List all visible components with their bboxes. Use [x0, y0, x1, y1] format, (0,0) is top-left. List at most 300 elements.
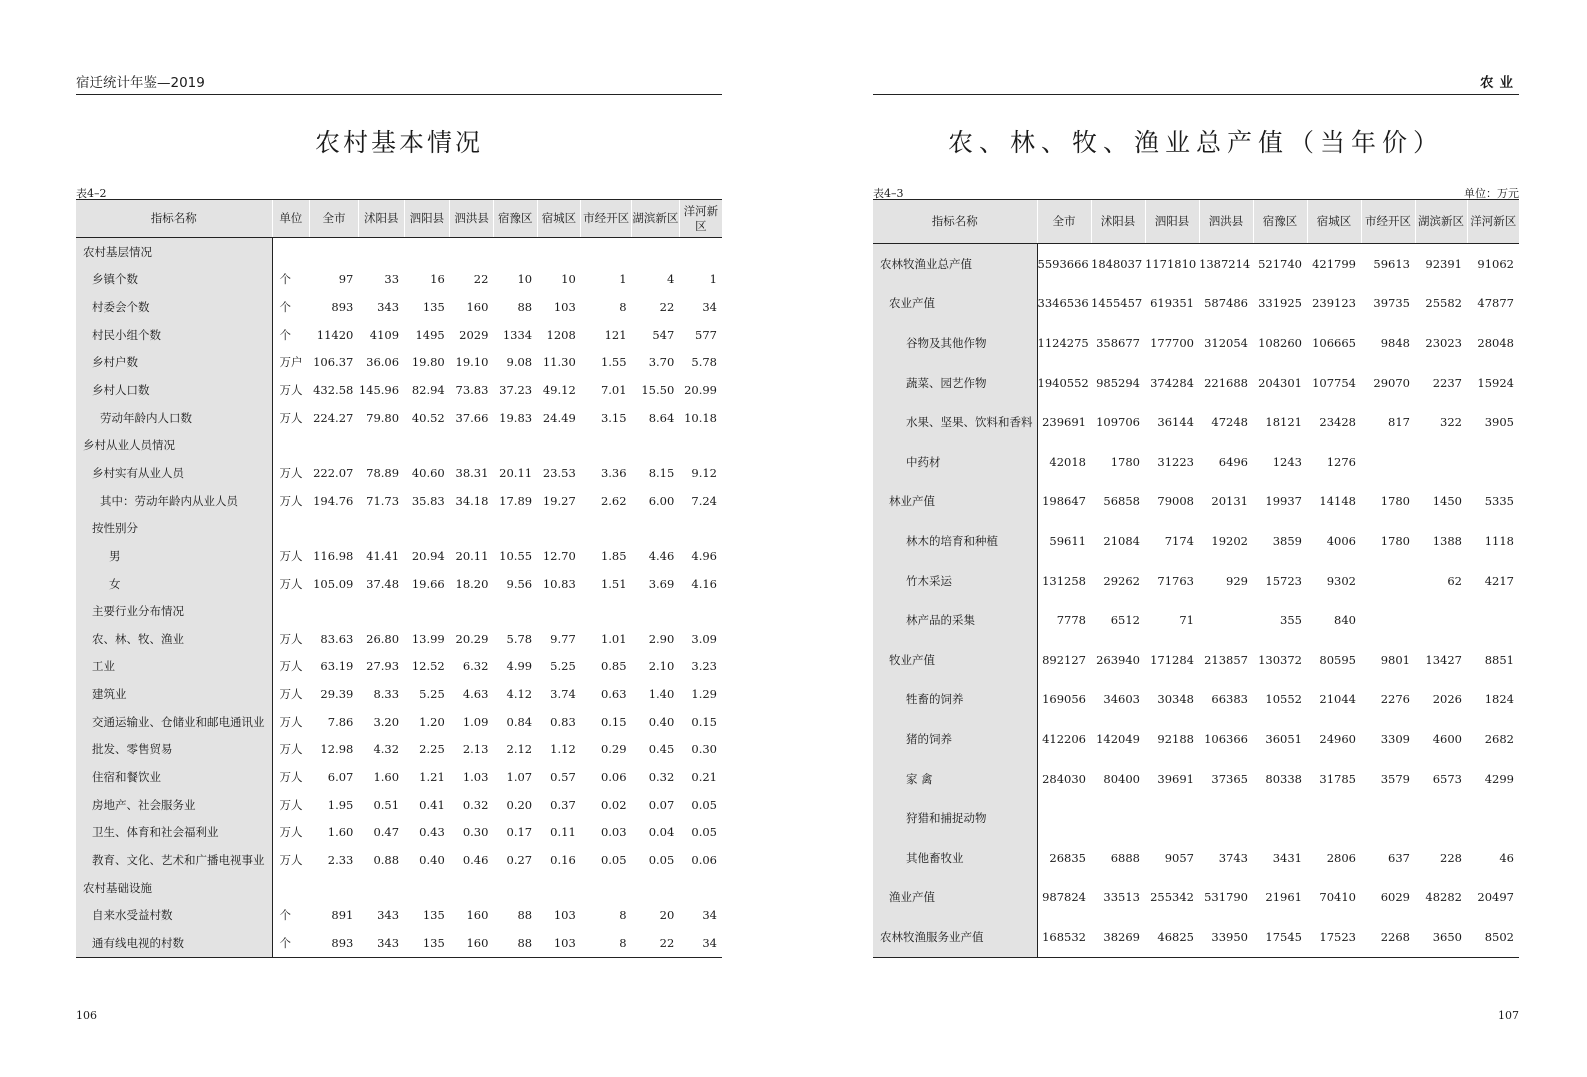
value-cell: 4	[666, 272, 675, 287]
value-cell: 19.83	[499, 410, 533, 425]
table-row	[873, 561, 1519, 601]
value-cell: 28048	[1477, 335, 1514, 350]
value-cell: 37.23	[499, 383, 533, 398]
value-cell: 1.09	[462, 714, 489, 729]
row-label: 家 禽	[873, 759, 1037, 799]
value-cell: 37365	[1211, 771, 1248, 786]
value-cell: 116.98	[313, 548, 354, 563]
value-cell: 71	[1179, 613, 1194, 628]
value-cell: 20.29	[455, 631, 489, 646]
value-cell: 10.83	[542, 576, 576, 591]
value-cell: 9302	[1326, 573, 1356, 588]
value-cell: 0.41	[419, 797, 445, 812]
running-header	[76, 75, 722, 95]
value-cell: 0.05	[691, 825, 717, 840]
value-cell: 41.41	[366, 548, 400, 563]
value-cell: 18121	[1265, 415, 1302, 430]
value-cell: 0.21	[691, 769, 717, 784]
row-label: 蔬菜、园艺作物	[873, 363, 1037, 403]
row-label: 水果、坚果、饮料和香料	[873, 402, 1037, 442]
value-cell	[632, 431, 680, 459]
row-label: 按性别分	[76, 514, 272, 542]
value-cell: 221688	[1204, 375, 1248, 390]
header-text: 农业	[1480, 75, 1519, 91]
unit-cell: 个	[279, 300, 292, 315]
value-cell: 547	[652, 327, 675, 342]
value-cell: 48282	[1425, 890, 1462, 905]
value-cell: 135	[422, 300, 445, 315]
row-label: 牧业产值	[873, 640, 1037, 680]
value-cell: 9801	[1380, 652, 1410, 667]
value-cell: 22	[659, 300, 675, 315]
value-cell: 108260	[1258, 335, 1302, 350]
value-cell: 78.89	[366, 465, 400, 480]
value-cell: 20.94	[411, 548, 445, 563]
value-cell: 9.08	[506, 355, 533, 370]
table-row	[873, 878, 1519, 918]
value-cell: 1.21	[419, 769, 445, 784]
value-cell: 19.66	[411, 576, 445, 591]
row-label: 竹木采运	[873, 561, 1037, 601]
value-cell	[1361, 798, 1415, 838]
value-cell: 3905	[1484, 415, 1514, 430]
unit-cell: 万人	[279, 576, 303, 591]
value-cell: 66383	[1211, 692, 1248, 707]
value-cell: 47248	[1211, 415, 1248, 430]
value-cell: 1388	[1432, 533, 1462, 548]
value-cell: 33	[384, 272, 400, 287]
value-cell: 70410	[1319, 890, 1356, 905]
value-cell: 107754	[1312, 375, 1356, 390]
value-cell: 0.63	[600, 687, 627, 702]
value-cell: 1.51	[600, 576, 627, 591]
value-cell: 331925	[1258, 296, 1302, 311]
value-cell: 106665	[1312, 335, 1356, 350]
value-cell: 0.40	[648, 714, 675, 729]
value-cell: 15723	[1265, 573, 1302, 588]
value-cell: 9848	[1380, 335, 1410, 350]
table-row	[76, 680, 722, 708]
value-cell	[537, 238, 581, 266]
value-cell: 322	[1440, 415, 1462, 430]
table-row	[76, 597, 722, 625]
value-cell: 20131	[1211, 494, 1248, 509]
value-cell: 0.17	[506, 825, 533, 840]
value-cell: 20	[659, 908, 675, 923]
value-cell	[1253, 798, 1307, 838]
row-label: 村委会个数	[76, 293, 272, 321]
value-cell: 2.12	[506, 742, 533, 757]
value-cell: 80595	[1319, 652, 1356, 667]
value-cell: 29.39	[320, 687, 354, 702]
value-cell	[1037, 798, 1091, 838]
column-header: 单位	[272, 200, 310, 238]
value-cell	[493, 431, 537, 459]
value-cell: 62	[1447, 573, 1462, 588]
value-cell: 577	[695, 327, 717, 342]
value-cell	[1415, 798, 1467, 838]
unit-cell: 万人	[279, 714, 303, 729]
unit-cell: 万户	[279, 355, 303, 370]
value-cell: 22	[473, 272, 489, 287]
value-cell: 255342	[1150, 890, 1194, 905]
column-header: 沭阳县	[1091, 200, 1145, 244]
row-label: 谷物及其他作物	[873, 323, 1037, 363]
value-cell: 25582	[1425, 296, 1462, 311]
value-cell: 5.78	[506, 631, 533, 646]
value-cell: 4.99	[506, 659, 533, 674]
value-cell: 1.60	[327, 825, 354, 840]
value-cell: 59613	[1373, 256, 1410, 271]
page-number: 107	[1498, 1009, 1519, 1022]
value-cell: 3.70	[648, 355, 675, 370]
table-row	[76, 929, 722, 957]
value-cell: 1387214	[1199, 256, 1251, 271]
value-cell: 891	[331, 908, 354, 923]
row-label: 批发、零售贸易	[76, 736, 272, 764]
value-cell: 0.11	[550, 825, 576, 840]
value-cell: 0.57	[550, 769, 576, 784]
table-row	[76, 818, 722, 846]
table-row	[76, 293, 722, 321]
value-cell	[537, 874, 581, 902]
value-cell: 21961	[1265, 890, 1302, 905]
value-cell: 63.19	[320, 659, 354, 674]
value-cell	[404, 238, 450, 266]
value-cell: 1.07	[506, 769, 533, 784]
value-cell: 343	[377, 908, 400, 923]
value-cell	[679, 238, 722, 266]
unit-cell: 个	[279, 908, 292, 923]
table-row	[76, 266, 722, 294]
value-cell	[404, 431, 450, 459]
value-cell: 3309	[1380, 731, 1410, 746]
table-header-row	[76, 200, 722, 238]
value-cell: 0.30	[691, 742, 717, 757]
value-cell: 12.52	[411, 659, 445, 674]
value-cell: 10	[517, 272, 533, 287]
value-cell	[1307, 798, 1361, 838]
value-cell: 312054	[1204, 335, 1248, 350]
unit-label: 单位：万元	[1464, 187, 1519, 200]
row-label: 农业产值	[873, 284, 1037, 324]
value-cell: 1780	[1380, 533, 1410, 548]
value-cell: 160	[450, 929, 494, 957]
value-cell: 79008	[1157, 494, 1194, 509]
value-cell: 6512	[1110, 613, 1140, 628]
column-header: 洋河新区	[1467, 200, 1519, 244]
value-cell: 35.83	[411, 493, 445, 508]
table-row	[873, 917, 1519, 957]
value-cell: 34603	[1103, 692, 1140, 707]
value-cell: 0.40	[419, 852, 445, 867]
value-cell: 1824	[1484, 692, 1514, 707]
column-header: 沭阳县	[358, 200, 404, 238]
value-cell: 23023	[1425, 335, 1462, 350]
table-row	[873, 402, 1519, 442]
value-cell: 4.46	[648, 548, 675, 563]
table-row	[76, 708, 722, 736]
unit-cell: 万人	[279, 797, 303, 812]
value-cell: 92188	[1157, 731, 1194, 746]
unit-cell: 万人	[279, 465, 303, 480]
value-cell: 36144	[1157, 415, 1194, 430]
value-cell: 171284	[1150, 652, 1194, 667]
column-header: 指标名称	[76, 200, 272, 238]
table-row	[873, 284, 1519, 324]
row-label: 猪的饲养	[873, 719, 1037, 759]
table-row	[76, 653, 722, 681]
value-cell: 8502	[1467, 917, 1519, 957]
value-cell: 1.85	[600, 548, 627, 563]
unit-cell: 万人	[279, 631, 303, 646]
unit-cell	[272, 431, 310, 459]
table-row	[76, 238, 722, 266]
value-cell: 7778	[1056, 613, 1086, 628]
value-cell: 9057	[1164, 850, 1194, 865]
value-cell: 47877	[1477, 296, 1514, 311]
value-cell: 17523	[1307, 917, 1361, 957]
value-cell: 2268	[1361, 917, 1415, 957]
value-cell: 38269	[1091, 917, 1145, 957]
value-cell	[581, 874, 632, 902]
value-cell: 71763	[1157, 573, 1194, 588]
value-cell	[404, 514, 450, 542]
value-cell: 26.80	[366, 631, 400, 646]
page-title: 农、林、牧、渔业总产值（当年价）	[947, 128, 1444, 157]
value-cell: 222.07	[313, 465, 354, 480]
value-cell: 587486	[1204, 296, 1248, 311]
value-cell: 19.80	[411, 355, 445, 370]
value-cell: 10	[561, 272, 576, 287]
value-cell: 3.23	[691, 659, 717, 674]
value-cell: 4006	[1326, 533, 1356, 548]
value-cell: 893	[331, 300, 354, 315]
column-header: 宿豫区	[1253, 200, 1307, 244]
value-cell: 204301	[1258, 375, 1302, 390]
value-cell: 9.12	[691, 465, 717, 480]
value-cell: 4299	[1484, 771, 1514, 786]
value-cell	[450, 514, 494, 542]
right-page	[873, 0, 1519, 1077]
value-cell: 1276	[1326, 454, 1356, 469]
value-cell	[1415, 442, 1467, 482]
value-cell: 177700	[1150, 335, 1194, 350]
value-cell: 59611	[1049, 533, 1086, 548]
row-label: 农林牧渔业总产值	[873, 244, 1037, 284]
value-cell: 2.10	[648, 659, 675, 674]
value-cell: 15.50	[641, 383, 675, 398]
value-cell: 46825	[1145, 917, 1199, 957]
value-cell: 1	[619, 272, 627, 287]
value-cell	[310, 597, 359, 625]
value-cell: 3743	[1218, 850, 1248, 865]
value-cell	[493, 597, 537, 625]
value-cell	[310, 238, 359, 266]
value-cell: 1.55	[600, 355, 627, 370]
value-cell: 637	[1388, 850, 1410, 865]
value-cell: 8	[619, 300, 627, 315]
value-cell: 19937	[1265, 494, 1302, 509]
value-cell: 194.76	[313, 493, 354, 508]
value-cell: 7.01	[600, 383, 627, 398]
row-label: 卫生、体育和社会福利业	[76, 818, 272, 846]
value-cell: 4109	[369, 327, 400, 342]
value-cell: 421799	[1312, 256, 1356, 271]
unit-cell: 万人	[279, 687, 303, 702]
value-cell: 4.16	[691, 576, 717, 591]
value-cell: 1.60	[373, 769, 400, 784]
value-cell	[1199, 600, 1253, 640]
value-cell: 38.31	[455, 465, 489, 480]
value-cell	[1415, 600, 1467, 640]
value-cell: 23428	[1319, 415, 1356, 430]
table-number: 表4–2	[76, 187, 107, 200]
value-cell: 263940	[1096, 652, 1140, 667]
row-label: 交通运输业、仓储业和邮电通讯业	[76, 708, 272, 736]
unit-cell	[272, 238, 310, 266]
value-cell: 412206	[1042, 731, 1086, 746]
value-cell: 239691	[1042, 415, 1086, 430]
value-cell: 103	[537, 929, 581, 957]
value-cell: 34.18	[455, 493, 489, 508]
value-cell	[450, 431, 494, 459]
value-cell: 7.24	[691, 493, 717, 508]
value-cell: 14148	[1319, 494, 1356, 509]
value-cell	[310, 874, 359, 902]
row-label: 主要行业分布情况	[76, 597, 272, 625]
value-cell: 160	[466, 300, 489, 315]
value-cell: 105.09	[313, 576, 354, 591]
value-cell: 0.83	[550, 714, 576, 729]
value-cell: 19.10	[455, 355, 489, 370]
value-cell	[358, 597, 404, 625]
value-cell: 42018	[1049, 454, 1086, 469]
value-cell: 33950	[1199, 917, 1253, 957]
value-cell	[581, 431, 632, 459]
value-cell: 13427	[1425, 652, 1462, 667]
value-cell: 83.63	[320, 631, 354, 646]
value-cell: 0.29	[600, 742, 627, 757]
table-row	[76, 570, 722, 598]
value-cell: 1	[709, 272, 717, 287]
value-cell: 22	[632, 929, 680, 957]
value-cell: 49.12	[542, 383, 576, 398]
row-label: 乡村户数	[76, 349, 272, 377]
table-row	[76, 349, 722, 377]
table-row	[873, 680, 1519, 720]
value-cell: 37.66	[455, 410, 489, 425]
value-cell: 0.47	[373, 825, 400, 840]
value-cell: 0.27	[506, 852, 533, 867]
table-row	[873, 759, 1519, 799]
value-cell	[1361, 442, 1415, 482]
value-cell: 3859	[1272, 533, 1302, 548]
table-row	[873, 323, 1519, 363]
value-cell: 9.56	[506, 576, 533, 591]
value-cell: 160	[466, 908, 489, 923]
value-cell: 18.20	[455, 576, 489, 591]
value-cell	[632, 597, 680, 625]
value-cell: 987824	[1042, 890, 1086, 905]
value-cell: 103	[553, 908, 576, 923]
table-row	[873, 719, 1519, 759]
unit-cell: 万人	[279, 659, 303, 674]
row-label: 林木的培育和种植	[873, 521, 1037, 561]
value-cell: 3.69	[648, 576, 675, 591]
table-row	[76, 763, 722, 791]
table-row	[873, 640, 1519, 680]
column-header: 泗洪县	[1199, 200, 1253, 244]
output-value-table	[873, 199, 1519, 958]
value-cell: 1124275	[1037, 335, 1089, 350]
value-cell	[493, 514, 537, 542]
value-cell: 8	[619, 908, 627, 923]
column-header: 市经开区	[1361, 200, 1415, 244]
value-cell: 73.83	[455, 383, 489, 398]
unit-cell	[272, 597, 310, 625]
value-cell: 2026	[1432, 692, 1462, 707]
value-cell: 17545	[1253, 917, 1307, 957]
value-cell: 228	[1440, 850, 1462, 865]
value-cell: 19.27	[542, 493, 576, 508]
row-label: 工业	[76, 653, 272, 681]
value-cell: 169056	[1042, 692, 1086, 707]
left-page	[76, 0, 722, 1077]
row-label: 男	[76, 542, 272, 570]
value-cell	[310, 431, 359, 459]
value-cell: 355	[1280, 613, 1302, 628]
row-label: 狩猎和捕捉动物	[873, 798, 1037, 838]
row-label: 劳动年龄内人口数	[76, 404, 272, 432]
value-cell: 11.30	[542, 355, 576, 370]
value-cell: 6.32	[462, 659, 489, 674]
value-cell: 33513	[1103, 890, 1140, 905]
value-cell: 24.49	[542, 410, 576, 425]
unit-cell	[272, 874, 310, 902]
table-header-row	[873, 200, 1519, 244]
value-cell: 343	[377, 300, 400, 315]
value-cell: 3.15	[600, 410, 627, 425]
value-cell: 19202	[1211, 533, 1248, 548]
table-row	[873, 798, 1519, 838]
row-label: 乡镇个数	[76, 266, 272, 294]
value-cell: 20.99	[684, 383, 717, 398]
unit-cell: 万人	[279, 493, 303, 508]
value-cell: 0.05	[648, 852, 675, 867]
value-cell: 82.94	[411, 383, 445, 398]
unit-cell: 个	[272, 929, 310, 957]
unit-cell: 个	[279, 272, 292, 287]
column-header: 泗阳县	[1145, 200, 1199, 244]
value-cell: 0.02	[600, 797, 627, 812]
value-cell: 1118	[1484, 533, 1514, 548]
value-cell: 88	[493, 929, 537, 957]
row-label: 农林牧渔服务业产值	[873, 917, 1037, 957]
table-row	[76, 321, 722, 349]
value-cell: 34	[702, 908, 717, 923]
value-cell: 20497	[1477, 890, 1514, 905]
value-cell: 2.25	[419, 742, 445, 757]
value-cell: 24960	[1319, 731, 1356, 746]
value-cell: 7.86	[327, 714, 354, 729]
value-cell: 106366	[1204, 731, 1248, 746]
column-header: 宿城区	[1307, 200, 1361, 244]
value-cell: 1495	[415, 327, 445, 342]
value-cell	[404, 597, 450, 625]
unit-cell: 万人	[279, 825, 303, 840]
value-cell: 80338	[1265, 771, 1302, 786]
